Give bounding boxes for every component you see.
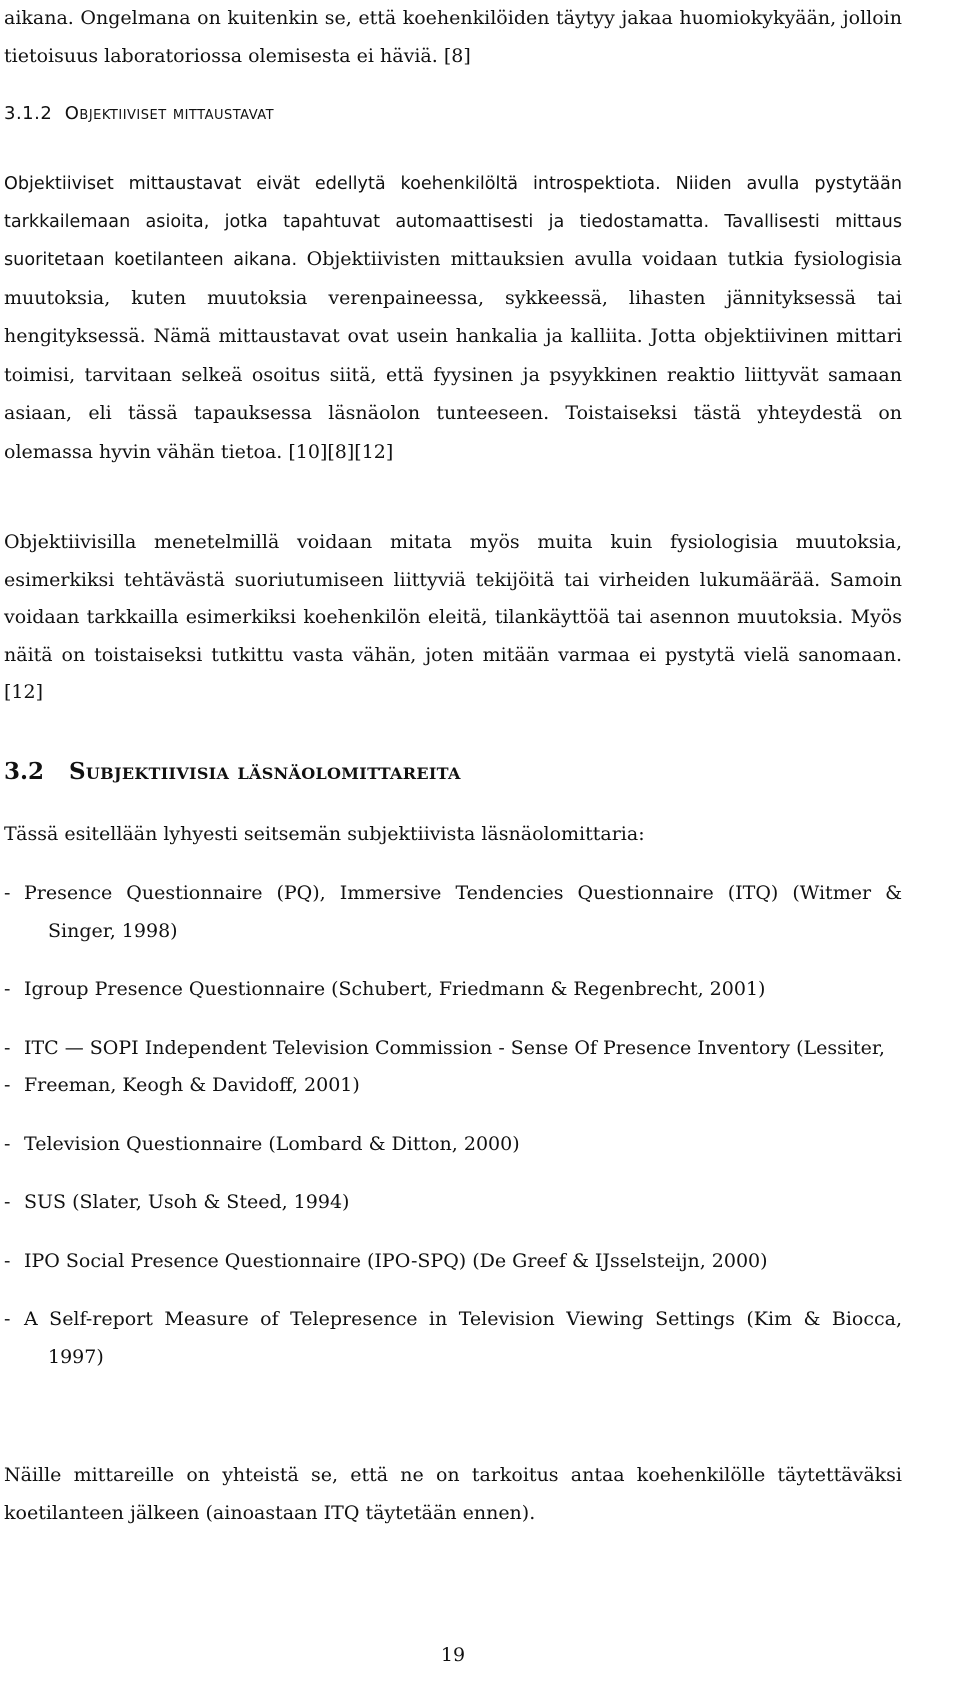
continued-paragraph: aikana. Ongelmana on kuitenkin se, että koehenkilöiden täytyy jakaa huomiokykyään, jolloin tietoisuus laboratoriossa olemisesta ei häviä. [8] [4,7,902,67]
section-heading [4,752,461,792]
list-item: - SUS (Slater, Usoh & Steed, 1994) [4,1184,902,1222]
list-dash: - [4,978,11,1000]
list-item: - IPO Social Presence Questionnaire (IPO-SPQ) (De Greef & IJsselsteijn, 2000) [4,1243,902,1281]
section-intro: Tässä esitellään lyhyesti seitsemän subjektiivista läsnäolomittaria: [4,823,645,845]
list-dash: - [4,882,11,904]
list-item: - Television Questionnaire (Lombard & Ditton, 2000) [4,1126,902,1164]
section-title: Subjektiivisia läsnäolomittareita [69,758,461,785]
closing-paragraph: Näille mittareille on yhteistä se, että ne on tarkoitus antaa koehenkilölle täytettäväksi koetilanteen jälkeen (ainoastaan ITQ täytetään ennen). [4,1464,902,1524]
subsection-title: Objektiiviset mittaustavat [64,103,275,124]
list-dash: - [4,1074,11,1096]
section-number: 3.2 [4,758,45,785]
list-dash: - [4,1191,11,1213]
list-dash: - [4,1132,11,1155]
questionnaire-list [4,875,902,1397]
list-item: - ITC — SOPI Independent Television Commission - Sense Of Presence Inventory (Lessiter, [4,1030,902,1068]
objective-methods-paragraph [4,166,902,472]
subsection-heading [4,99,274,129]
list-item: - Freeman, Keogh & Davidoff, 2001) [4,1067,902,1105]
list-dash: - [4,1036,11,1059]
list-item: - Igroup Presence Questionnaire (Schubert, Friedmann & Regenbrecht, 2001) [4,971,902,1009]
objective-paragraph-serif-part: Objektiivisten mittauksien avulla voidaan tutkia fysiologisia muutoksia, kuten muutoksia verenpaineessa, sykkeessä, lihasten jännityksessä tai hengityksessä. Nämä mittaustavat ovat usein hankalia ja kalliita. Jotta objektiivinen mittari toimisi, tarvitaan selkeä osoitus siitä, että fyysinen ja psyykkinen reaktio liittyvät samaan asiaan, eli tässä tapauksessa läsnäolon tunteeseen. Toistaiseksi tästä yhteydestä on olemassa hyvin vähän tietoa. [10][8][12] [4,248,902,463]
page-number: 19 [440,1644,466,1666]
list-dash: - [4,1249,11,1272]
objective-methods-paragraph-2: Objektiivisilla menetelmillä voidaan mitata myös muita kuin fysiologisia muutoksia, esimerkiksi tehtävästä suoriutumiseen liittyviä tekijöitä tai virheiden lukumäärää. Samoin voidaan tarkkailla esimerkiksi koehenkilön eleitä, tilankäyttöä tai asennon muutoksia. Myös näitä on toistaiseksi tutkittu vasta vähän, joten mitään varmaa ei pystytä vielä sanomaan. [12] [4,531,902,703]
list-item: - Presence Questionnaire (PQ), Immersive Tendencies Questionnaire (ITQ) (Witmer & Singer, 1998) [4,875,902,950]
subsection-number: 3.1.2 [4,103,53,124]
list-item: - A Self-report Measure of Telepresence in Television Viewing Settings (Kim & Biocca, 1997) [4,1301,902,1376]
objective-paragraph-sans-part: Objektiiviset mittaustavat eivät edellytä koehenkilöltä introspektiota. Niiden avulla pystytään tarkkailemaan asioita, jotka tapahtuvat automaattisesti ja tiedostamatta. Tavallisesti mittaus suoritetaan koetilanteen aikana. [4,174,902,270]
list-dash: - [4,1308,11,1330]
